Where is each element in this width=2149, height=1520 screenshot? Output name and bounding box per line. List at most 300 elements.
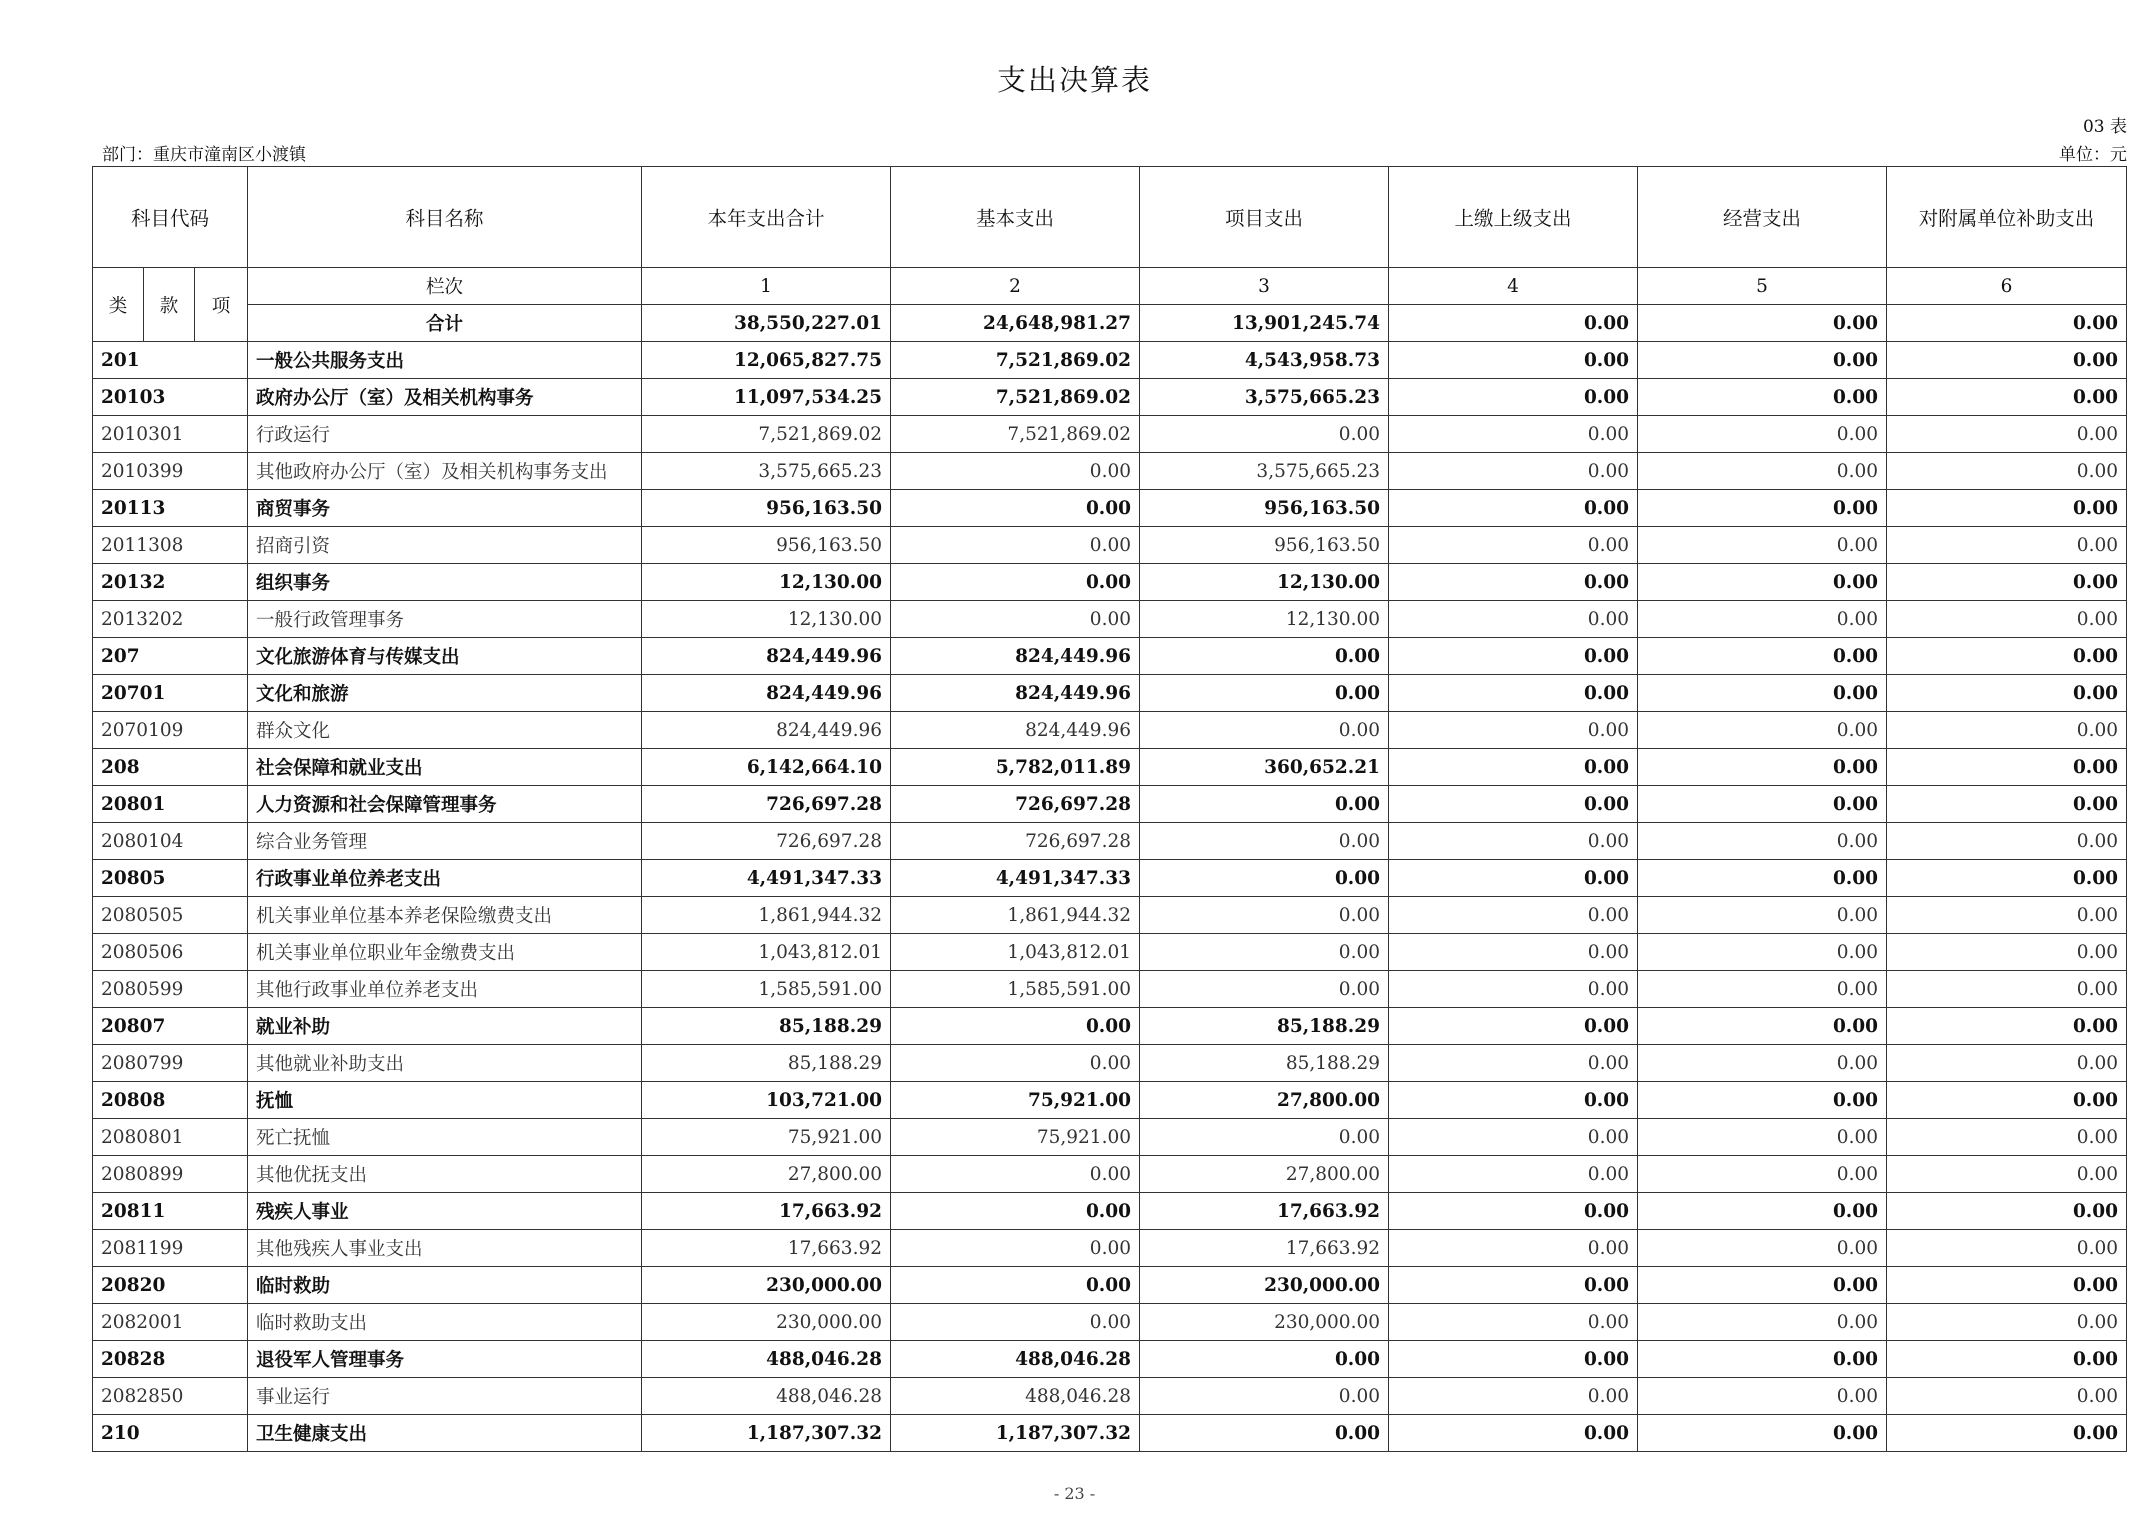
- row-project: 0.00: [1140, 971, 1389, 1008]
- row-basic: 1,187,307.32: [891, 1415, 1140, 1452]
- row-subsidy: 0.00: [1887, 416, 2127, 453]
- row-total: 1,187,307.32: [642, 1415, 891, 1452]
- table-row: [93, 786, 2127, 823]
- row-subsidy: 0.00: [1887, 601, 2127, 638]
- row-business: 0.00: [1638, 1119, 1887, 1156]
- row-name: 其他就业补助支出: [248, 1045, 642, 1082]
- row-project: 0.00: [1140, 1341, 1389, 1378]
- row-name: 群众文化: [248, 712, 642, 749]
- total-basic: 24,648,981.27: [891, 305, 1140, 342]
- row-subsidy: 0.00: [1887, 1082, 2127, 1119]
- row-basic: 0.00: [891, 1008, 1140, 1045]
- row-name: 就业补助: [248, 1008, 642, 1045]
- row-total: 6,142,664.10: [642, 749, 891, 786]
- row-business: 0.00: [1638, 564, 1887, 601]
- row-business: 0.00: [1638, 1304, 1887, 1341]
- table-row: [93, 564, 2127, 601]
- row-upper: 0.00: [1389, 1230, 1638, 1267]
- row-code: 2010301: [93, 416, 248, 453]
- col-index-3: 3: [1140, 268, 1389, 305]
- row-basic: 488,046.28: [891, 1378, 1140, 1415]
- total-row: [93, 305, 2127, 342]
- table-row: [93, 1008, 2127, 1045]
- row-code: 2011308: [93, 527, 248, 564]
- row-total: 824,449.96: [642, 712, 891, 749]
- row-basic: 0.00: [891, 1045, 1140, 1082]
- row-basic: 0.00: [891, 1304, 1140, 1341]
- col-header-project: 项目支出: [1140, 167, 1389, 268]
- row-name: 一般公共服务支出: [248, 342, 642, 379]
- row-subsidy: 0.00: [1887, 786, 2127, 823]
- kuan-label: 款: [144, 268, 195, 342]
- row-subsidy: 0.00: [1887, 971, 2127, 1008]
- row-subsidy: 0.00: [1887, 1119, 2127, 1156]
- row-project: 0.00: [1140, 638, 1389, 675]
- row-total: 17,663.92: [642, 1230, 891, 1267]
- row-total: 27,800.00: [642, 1156, 891, 1193]
- row-business: 0.00: [1638, 638, 1887, 675]
- row-upper: 0.00: [1389, 1008, 1638, 1045]
- table-row: [93, 823, 2127, 860]
- row-total: 11,097,534.25: [642, 379, 891, 416]
- row-code: 2080506: [93, 934, 248, 971]
- row-total: 103,721.00: [642, 1082, 891, 1119]
- row-subsidy: 0.00: [1887, 860, 2127, 897]
- col-header-total: 本年支出合计: [642, 167, 891, 268]
- row-upper: 0.00: [1389, 1304, 1638, 1341]
- row-project: 4,543,958.73: [1140, 342, 1389, 379]
- table-row: [93, 1193, 2127, 1230]
- row-business: 0.00: [1638, 823, 1887, 860]
- row-upper: 0.00: [1389, 601, 1638, 638]
- row-name: 招商引资: [248, 527, 642, 564]
- row-upper: 0.00: [1389, 675, 1638, 712]
- row-project: 956,163.50: [1140, 490, 1389, 527]
- row-name: 临时救助: [248, 1267, 642, 1304]
- row-name: 退役军人管理事务: [248, 1341, 642, 1378]
- row-subsidy: 0.00: [1887, 934, 2127, 971]
- col-index-2: 2: [891, 268, 1140, 305]
- row-project: 3,575,665.23: [1140, 453, 1389, 490]
- row-code: 2082850: [93, 1378, 248, 1415]
- row-subsidy: 0.00: [1887, 897, 2127, 934]
- row-business: 0.00: [1638, 416, 1887, 453]
- row-project: 12,130.00: [1140, 564, 1389, 601]
- row-name: 商贸事务: [248, 490, 642, 527]
- row-project: 230,000.00: [1140, 1304, 1389, 1341]
- row-upper: 0.00: [1389, 638, 1638, 675]
- row-total: 488,046.28: [642, 1341, 891, 1378]
- row-name: 人力资源和社会保障管理事务: [248, 786, 642, 823]
- row-business: 0.00: [1638, 1415, 1887, 1452]
- row-code: 2070109: [93, 712, 248, 749]
- table-row: [93, 1304, 2127, 1341]
- row-subsidy: 0.00: [1887, 453, 2127, 490]
- row-basic: 488,046.28: [891, 1341, 1140, 1378]
- total-business: 0.00: [1638, 305, 1887, 342]
- table-row: [93, 1415, 2127, 1452]
- row-project: 0.00: [1140, 712, 1389, 749]
- row-name: 卫生健康支出: [248, 1415, 642, 1452]
- row-business: 0.00: [1638, 453, 1887, 490]
- row-upper: 0.00: [1389, 379, 1638, 416]
- table-row: [93, 749, 2127, 786]
- table-row: [93, 416, 2127, 453]
- row-business: 0.00: [1638, 860, 1887, 897]
- col-header-subsidy: 对附属单位补助支出: [1887, 167, 2127, 268]
- row-code: 2013202: [93, 601, 248, 638]
- col-index-4: 4: [1389, 268, 1638, 305]
- row-name: 死亡抚恤: [248, 1119, 642, 1156]
- row-project: 0.00: [1140, 860, 1389, 897]
- table-row: [93, 601, 2127, 638]
- row-subsidy: 0.00: [1887, 1267, 2127, 1304]
- row-project: 0.00: [1140, 823, 1389, 860]
- row-code: 2080799: [93, 1045, 248, 1082]
- table-row: [93, 638, 2127, 675]
- row-upper: 0.00: [1389, 897, 1638, 934]
- row-business: 0.00: [1638, 1230, 1887, 1267]
- row-basic: 824,449.96: [891, 675, 1140, 712]
- row-subsidy: 0.00: [1887, 1415, 2127, 1452]
- row-code: 2082001: [93, 1304, 248, 1341]
- row-business: 0.00: [1638, 601, 1887, 638]
- row-basic: 824,449.96: [891, 712, 1140, 749]
- row-basic: 75,921.00: [891, 1119, 1140, 1156]
- col-header-code: 科目代码: [93, 167, 248, 268]
- table-row: [93, 1341, 2127, 1378]
- row-subsidy: 0.00: [1887, 823, 2127, 860]
- row-business: 0.00: [1638, 1267, 1887, 1304]
- row-upper: 0.00: [1389, 1082, 1638, 1119]
- row-project: 956,163.50: [1140, 527, 1389, 564]
- row-upper: 0.00: [1389, 1415, 1638, 1452]
- table-row: [93, 527, 2127, 564]
- row-subsidy: 0.00: [1887, 1378, 2127, 1415]
- row-subsidy: 0.00: [1887, 712, 2127, 749]
- table-row: [93, 1082, 2127, 1119]
- xiang-label: 项: [195, 268, 248, 342]
- row-name: 行政事业单位养老支出: [248, 860, 642, 897]
- row-total: 75,921.00: [642, 1119, 891, 1156]
- row-total: 1,861,944.32: [642, 897, 891, 934]
- row-total: 4,491,347.33: [642, 860, 891, 897]
- row-project: 0.00: [1140, 786, 1389, 823]
- row-total: 824,449.96: [642, 638, 891, 675]
- row-subsidy: 0.00: [1887, 1230, 2127, 1267]
- row-total: 956,163.50: [642, 490, 891, 527]
- row-name: 一般行政管理事务: [248, 601, 642, 638]
- row-total: 726,697.28: [642, 786, 891, 823]
- row-code: 20811: [93, 1193, 248, 1230]
- row-upper: 0.00: [1389, 1156, 1638, 1193]
- row-basic: 0.00: [891, 490, 1140, 527]
- row-name: 社会保障和就业支出: [248, 749, 642, 786]
- row-total: 956,163.50: [642, 527, 891, 564]
- row-subsidy: 0.00: [1887, 1045, 2127, 1082]
- row-name: 其他优抚支出: [248, 1156, 642, 1193]
- header-row: [93, 167, 2127, 268]
- table-row: [93, 1378, 2127, 1415]
- row-basic: 0.00: [891, 527, 1140, 564]
- row-name: 政府办公厅（室）及相关机构事务: [248, 379, 642, 416]
- row-name: 临时救助支出: [248, 1304, 642, 1341]
- row-business: 0.00: [1638, 971, 1887, 1008]
- table-row: [93, 1119, 2127, 1156]
- row-business: 0.00: [1638, 786, 1887, 823]
- row-upper: 0.00: [1389, 416, 1638, 453]
- row-name: 行政运行: [248, 416, 642, 453]
- row-name: 残疾人事业: [248, 1193, 642, 1230]
- row-upper: 0.00: [1389, 1045, 1638, 1082]
- row-business: 0.00: [1638, 934, 1887, 971]
- row-upper: 0.00: [1389, 1267, 1638, 1304]
- row-business: 0.00: [1638, 675, 1887, 712]
- row-business: 0.00: [1638, 1378, 1887, 1415]
- row-name: 文化和旅游: [248, 675, 642, 712]
- total-label: 合计: [248, 305, 642, 342]
- row-name: 其他行政事业单位养老支出: [248, 971, 642, 1008]
- row-subsidy: 0.00: [1887, 527, 2127, 564]
- row-basic: 824,449.96: [891, 638, 1140, 675]
- row-name: 事业运行: [248, 1378, 642, 1415]
- column-index-row: [93, 268, 2127, 305]
- row-code: 20132: [93, 564, 248, 601]
- row-upper: 0.00: [1389, 453, 1638, 490]
- table-row: [93, 971, 2127, 1008]
- row-project: 17,663.92: [1140, 1193, 1389, 1230]
- row-project: 85,188.29: [1140, 1045, 1389, 1082]
- page-number: - 23 -: [1053, 1484, 1096, 1503]
- row-code: 20820: [93, 1267, 248, 1304]
- row-basic: 7,521,869.02: [891, 379, 1140, 416]
- row-total: 230,000.00: [642, 1304, 891, 1341]
- table-row: [93, 712, 2127, 749]
- row-basic: 1,043,812.01: [891, 934, 1140, 971]
- row-code: 20113: [93, 490, 248, 527]
- row-upper: 0.00: [1389, 564, 1638, 601]
- table-row: [93, 675, 2127, 712]
- row-basic: 1,585,591.00: [891, 971, 1140, 1008]
- row-business: 0.00: [1638, 379, 1887, 416]
- row-basic: 726,697.28: [891, 823, 1140, 860]
- table-row: [93, 934, 2127, 971]
- row-business: 0.00: [1638, 1193, 1887, 1230]
- row-project: 3,575,665.23: [1140, 379, 1389, 416]
- total-total: 38,550,227.01: [642, 305, 891, 342]
- row-project: 0.00: [1140, 934, 1389, 971]
- row-code: 201: [93, 342, 248, 379]
- row-code: 20805: [93, 860, 248, 897]
- row-subsidy: 0.00: [1887, 1193, 2127, 1230]
- row-total: 12,065,827.75: [642, 342, 891, 379]
- row-project: 0.00: [1140, 416, 1389, 453]
- row-name: 综合业务管理: [248, 823, 642, 860]
- row-name: 抚恤: [248, 1082, 642, 1119]
- row-subsidy: 0.00: [1887, 379, 2127, 416]
- row-basic: 0.00: [891, 1193, 1140, 1230]
- row-project: 0.00: [1140, 1119, 1389, 1156]
- unit-label: 单位：元: [2059, 145, 2127, 165]
- row-basic: 5,782,011.89: [891, 749, 1140, 786]
- table-row: [93, 379, 2127, 416]
- row-business: 0.00: [1638, 1156, 1887, 1193]
- row-basic: 0.00: [891, 1230, 1140, 1267]
- row-code: 2080505: [93, 897, 248, 934]
- row-total: 3,575,665.23: [642, 453, 891, 490]
- row-code: 2080599: [93, 971, 248, 1008]
- row-project: 17,663.92: [1140, 1230, 1389, 1267]
- row-basic: 7,521,869.02: [891, 342, 1140, 379]
- row-project: 0.00: [1140, 675, 1389, 712]
- row-upper: 0.00: [1389, 1341, 1638, 1378]
- row-subsidy: 0.00: [1887, 1341, 2127, 1378]
- row-subsidy: 0.00: [1887, 490, 2127, 527]
- row-upper: 0.00: [1389, 823, 1638, 860]
- row-upper: 0.00: [1389, 934, 1638, 971]
- row-subsidy: 0.00: [1887, 675, 2127, 712]
- row-project: 12,130.00: [1140, 601, 1389, 638]
- row-code: 20103: [93, 379, 248, 416]
- row-total: 230,000.00: [642, 1267, 891, 1304]
- row-project: 27,800.00: [1140, 1156, 1389, 1193]
- total-project: 13,901,245.74: [1140, 305, 1389, 342]
- row-upper: 0.00: [1389, 749, 1638, 786]
- table-row: [93, 453, 2127, 490]
- row-code: 208: [93, 749, 248, 786]
- row-total: 1,585,591.00: [642, 971, 891, 1008]
- row-name: 文化旅游体育与传媒支出: [248, 638, 642, 675]
- col-header-name: 科目名称: [248, 167, 642, 268]
- row-subsidy: 0.00: [1887, 1156, 2127, 1193]
- form-number: 03 表: [2082, 117, 2127, 137]
- row-code: 2080899: [93, 1156, 248, 1193]
- row-project: 0.00: [1140, 897, 1389, 934]
- row-code: 20701: [93, 675, 248, 712]
- row-code: 207: [93, 638, 248, 675]
- row-total: 488,046.28: [642, 1378, 891, 1415]
- col-index-6: 6: [1887, 268, 2127, 305]
- row-business: 0.00: [1638, 1008, 1887, 1045]
- expenditure-table: [92, 166, 2127, 1452]
- row-subsidy: 0.00: [1887, 342, 2127, 379]
- row-basic: 0.00: [891, 1156, 1140, 1193]
- department-label: 部门：重庆市潼南区小渡镇: [102, 145, 306, 165]
- row-total: 1,043,812.01: [642, 934, 891, 971]
- lei-label: 类: [93, 268, 144, 342]
- row-total: 12,130.00: [642, 601, 891, 638]
- row-project: 85,188.29: [1140, 1008, 1389, 1045]
- row-name: 机关事业单位基本养老保险缴费支出: [248, 897, 642, 934]
- row-upper: 0.00: [1389, 860, 1638, 897]
- table-row: [93, 897, 2127, 934]
- row-upper: 0.00: [1389, 712, 1638, 749]
- row-code: 2081199: [93, 1230, 248, 1267]
- row-upper: 0.00: [1389, 490, 1638, 527]
- row-name: 组织事务: [248, 564, 642, 601]
- row-subsidy: 0.00: [1887, 638, 2127, 675]
- page-title: 支出决算表: [996, 63, 1152, 97]
- row-name: 其他政府办公厅（室）及相关机构事务支出: [248, 453, 642, 490]
- col-header-basic: 基本支出: [891, 167, 1140, 268]
- row-code: 210: [93, 1415, 248, 1452]
- row-upper: 0.00: [1389, 342, 1638, 379]
- total-subsidy: 0.00: [1887, 305, 2127, 342]
- row-project: 230,000.00: [1140, 1267, 1389, 1304]
- row-business: 0.00: [1638, 342, 1887, 379]
- row-project: 0.00: [1140, 1415, 1389, 1452]
- row-code: 2080104: [93, 823, 248, 860]
- table-row: [93, 860, 2127, 897]
- row-total: 726,697.28: [642, 823, 891, 860]
- table-row: [93, 1045, 2127, 1082]
- row-code: 20828: [93, 1341, 248, 1378]
- row-basic: 0.00: [891, 1267, 1140, 1304]
- table-row: [93, 1267, 2127, 1304]
- row-subsidy: 0.00: [1887, 1304, 2127, 1341]
- row-code: 20807: [93, 1008, 248, 1045]
- row-upper: 0.00: [1389, 1119, 1638, 1156]
- row-business: 0.00: [1638, 1082, 1887, 1119]
- table-row: [93, 490, 2127, 527]
- table-row: [93, 1230, 2127, 1267]
- row-project: 360,652.21: [1140, 749, 1389, 786]
- row-code: 2010399: [93, 453, 248, 490]
- row-project: 0.00: [1140, 1378, 1389, 1415]
- row-code: 20801: [93, 786, 248, 823]
- row-business: 0.00: [1638, 1045, 1887, 1082]
- row-upper: 0.00: [1389, 527, 1638, 564]
- table-row: [93, 1156, 2127, 1193]
- row-basic: 0.00: [891, 601, 1140, 638]
- col-index-1: 1: [642, 268, 891, 305]
- row-business: 0.00: [1638, 897, 1887, 934]
- col-header-upper: 上缴上级支出: [1389, 167, 1638, 268]
- row-business: 0.00: [1638, 527, 1887, 564]
- row-basic: 4,491,347.33: [891, 860, 1140, 897]
- row-business: 0.00: [1638, 712, 1887, 749]
- row-upper: 0.00: [1389, 1378, 1638, 1415]
- row-basic: 75,921.00: [891, 1082, 1140, 1119]
- row-total: 824,449.96: [642, 675, 891, 712]
- row-subsidy: 0.00: [1887, 564, 2127, 601]
- col-header-business: 经营支出: [1638, 167, 1887, 268]
- row-total: 7,521,869.02: [642, 416, 891, 453]
- row-total: 12,130.00: [642, 564, 891, 601]
- row-name: 机关事业单位职业年金缴费支出: [248, 934, 642, 971]
- row-project: 27,800.00: [1140, 1082, 1389, 1119]
- total-upper: 0.00: [1389, 305, 1638, 342]
- row-total: 17,663.92: [642, 1193, 891, 1230]
- col-index-5: 5: [1638, 268, 1887, 305]
- row-name: 其他残疾人事业支出: [248, 1230, 642, 1267]
- row-code: 20808: [93, 1082, 248, 1119]
- row-upper: 0.00: [1389, 1193, 1638, 1230]
- row-business: 0.00: [1638, 490, 1887, 527]
- row-upper: 0.00: [1389, 971, 1638, 1008]
- lanci-label: 栏次: [248, 268, 642, 305]
- row-basic: 1,861,944.32: [891, 897, 1140, 934]
- row-basic: 726,697.28: [891, 786, 1140, 823]
- row-business: 0.00: [1638, 1341, 1887, 1378]
- row-basic: 0.00: [891, 453, 1140, 490]
- row-business: 0.00: [1638, 749, 1887, 786]
- row-subsidy: 0.00: [1887, 749, 2127, 786]
- row-total: 85,188.29: [642, 1045, 891, 1082]
- row-total: 85,188.29: [642, 1008, 891, 1045]
- row-subsidy: 0.00: [1887, 1008, 2127, 1045]
- table-row: [93, 342, 2127, 379]
